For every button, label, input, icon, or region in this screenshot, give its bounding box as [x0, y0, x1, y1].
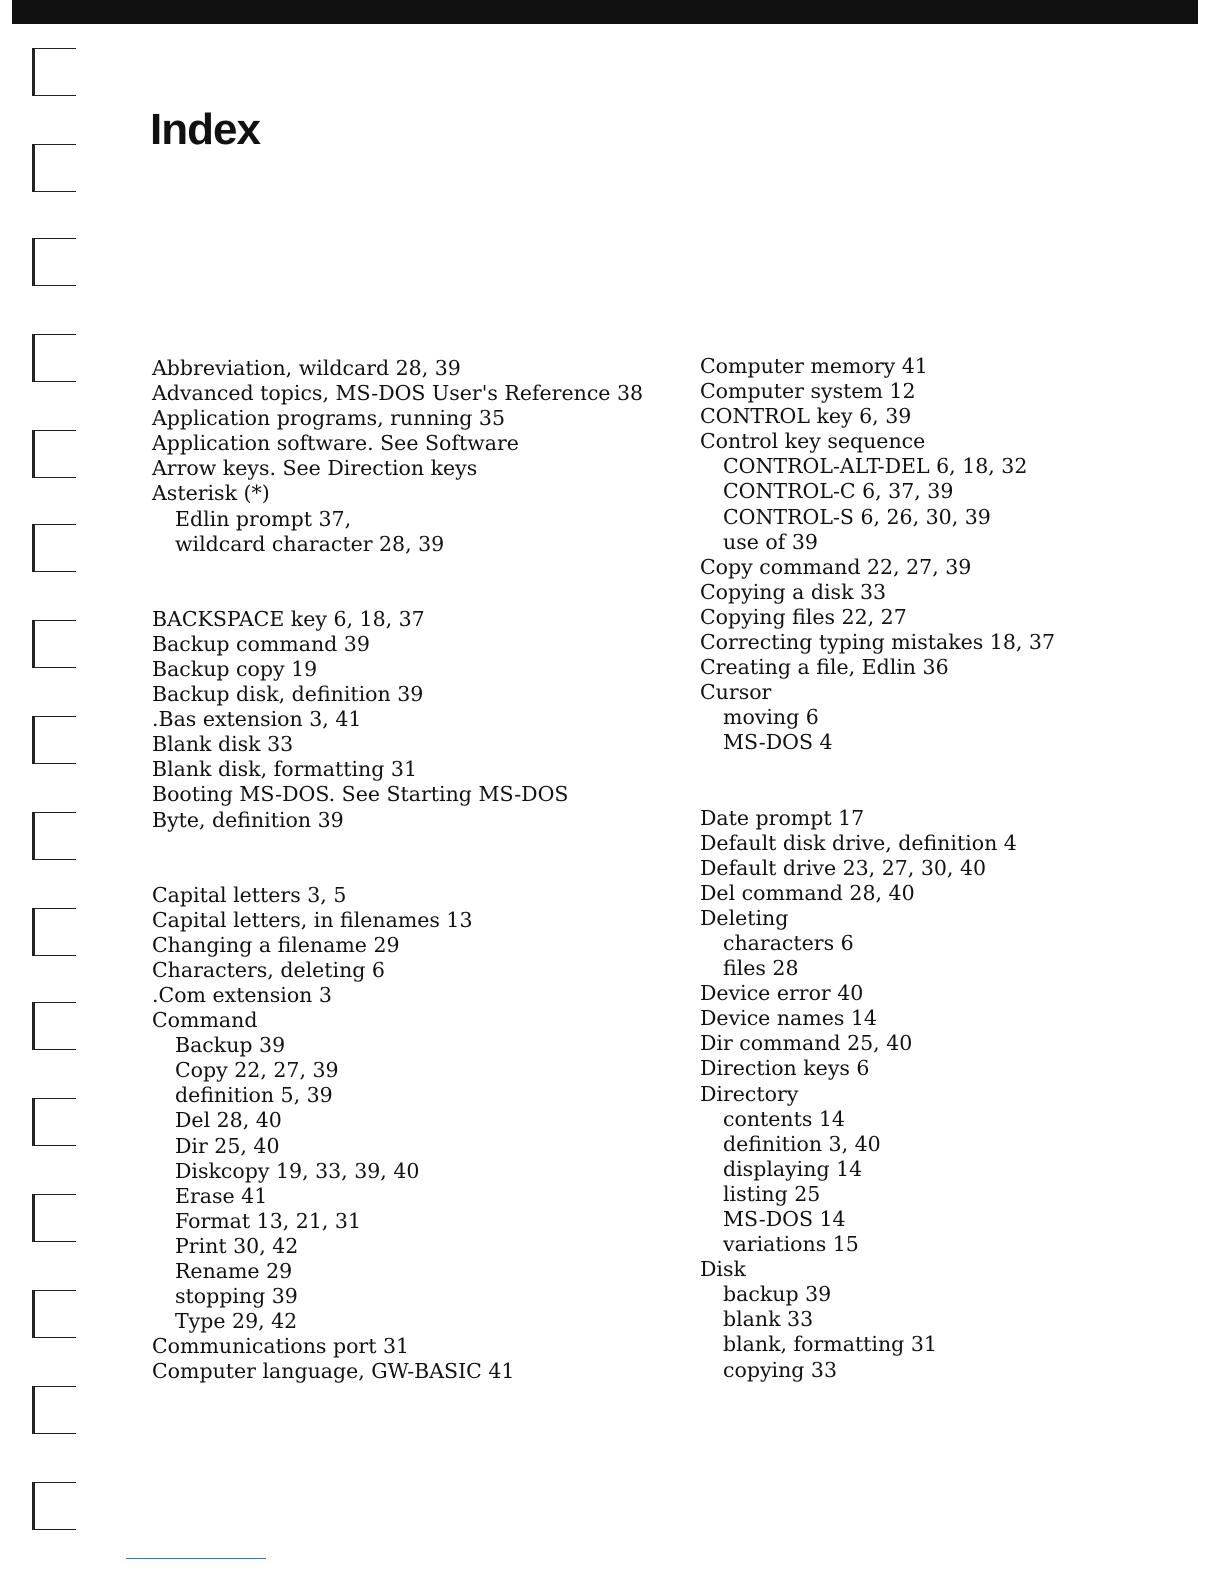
binder-bracket: [32, 334, 76, 382]
index-column-right: [700, 354, 1120, 1383]
index-subentry: copying 33: [723, 1357, 838, 1382]
index-subentry: definition 3, 40: [723, 1131, 881, 1156]
index-group: [700, 354, 1120, 756]
index-entry: Communications port 31: [152, 1334, 410, 1359]
index-entry: Computer system 12: [700, 379, 916, 404]
page-title: Index: [150, 105, 260, 154]
index-entry: Changing a filename 29: [152, 932, 400, 957]
index-subentry: Print 30, 42: [175, 1233, 299, 1258]
binder-bracket: [32, 1386, 76, 1434]
index-subentry: Diskcopy 19, 33, 39, 40: [175, 1158, 420, 1183]
index-subentry: Format 13, 21, 31: [175, 1208, 361, 1233]
index-entry: Cursor: [700, 680, 772, 705]
index-subentry: Erase 41: [175, 1183, 268, 1208]
index-subentry: Backup 39: [175, 1033, 286, 1058]
binder-bracket: [32, 144, 76, 192]
index-subentry: stopping 39: [175, 1284, 298, 1309]
index-entry: Device names 14: [700, 1006, 877, 1031]
index-subentry: moving 6: [723, 705, 819, 730]
index-subentry: MS-DOS 4: [723, 730, 833, 755]
scan-bottom-line: [126, 1558, 266, 1559]
index-entry: Computer memory 41: [700, 354, 928, 378]
index-subentry: CONTROL-C 6, 37, 39: [723, 479, 954, 504]
index-entry: Device error 40: [700, 981, 864, 1006]
index-subentry: Del 28, 40: [175, 1108, 282, 1133]
binder-bracket: [32, 1482, 76, 1530]
binder-bracket: [32, 524, 76, 572]
index-entry: .Bas extension 3, 41: [152, 707, 362, 732]
index-entry: Del command 28, 40: [700, 880, 915, 905]
index-subentry: Rename 29: [175, 1259, 293, 1283]
index-entry: Abbreviation, wildcard 28, 39: [152, 356, 461, 380]
binder-bracket: [32, 716, 76, 764]
index-entry: Control key sequence: [700, 429, 926, 454]
index-entry: Disk: [700, 1257, 746, 1282]
index-entry: Copying files 22, 27: [700, 604, 907, 629]
binder-bracket: [32, 1002, 76, 1050]
binder-bracket: [32, 1098, 76, 1146]
index-entry: Dir command 25, 40: [700, 1031, 913, 1056]
index-group: [700, 806, 1120, 1383]
index-entry: Blank disk 33: [152, 732, 294, 757]
binder-bracket: [32, 238, 76, 286]
index-entry: Copying a disk 33: [700, 579, 887, 604]
index-subentry: variations 15: [723, 1232, 859, 1257]
index-subentry: blank, formatting 31: [723, 1332, 937, 1357]
index-entry: Application programs, running 35: [152, 406, 506, 431]
index-entry: Arrow keys. See Direction keys: [152, 456, 478, 481]
index-subentry: use of 39: [723, 529, 818, 554]
index-entry: Deleting: [700, 905, 789, 930]
index-entry: Default drive 23, 27, 30, 40: [700, 855, 987, 880]
binder-bracket: [32, 620, 76, 668]
index-subentry: blank 33: [723, 1307, 814, 1332]
index-entry: BACKSPACE key 6, 18, 37: [152, 606, 425, 631]
index-subentry: characters 6: [723, 930, 854, 955]
index-subentry: Type 29, 42: [175, 1309, 298, 1334]
index-entry: Backup disk, definition 39: [152, 682, 424, 707]
binder-bracket: [32, 430, 76, 478]
index-entry: Characters, deleting 6: [152, 957, 385, 982]
index-group: [152, 356, 672, 557]
index-subentry: wildcard character 28, 39: [175, 531, 445, 556]
index-subentry: Copy 22, 27, 39: [175, 1058, 339, 1083]
index-subentry: files 28: [723, 956, 799, 981]
index-entry: Blank disk, formatting 31: [152, 757, 417, 782]
index-entry: Computer language, GW-BASIC 41: [152, 1359, 515, 1384]
binder-bracket: [32, 1290, 76, 1338]
index-entry: Directory: [700, 1081, 799, 1106]
index-group: [152, 883, 672, 1385]
index-entry: Date prompt 17: [700, 805, 865, 830]
index-subentry: CONTROL-ALT-DEL 6, 18, 32: [723, 454, 1028, 479]
index-entry: Capital letters 3, 5: [152, 882, 347, 907]
index-subentry: backup 39: [723, 1282, 832, 1307]
index-entry: Copy command 22, 27, 39: [700, 554, 972, 579]
binder-bracket: [32, 48, 76, 96]
index-entry: Capital letters, in filenames 13: [152, 907, 473, 932]
index-entry: Booting MS-DOS. See Starting MS-DOS: [152, 782, 569, 807]
index-subentry: definition 5, 39: [175, 1083, 333, 1108]
index-column-left: [152, 356, 672, 1384]
index-entry: Direction keys 6: [700, 1056, 870, 1081]
index-entry: .Com extension 3: [152, 982, 332, 1007]
index-entry: Default disk drive, definition 4: [700, 830, 1017, 855]
index-entry: Command: [152, 1008, 258, 1033]
binder-bracket: [32, 812, 76, 860]
index-group: [152, 607, 672, 833]
index-subentry: listing 25: [723, 1181, 821, 1206]
index-entry: Advanced topics, MS-DOS User's Reference 38: [152, 381, 644, 406]
scan-top-bar: [12, 0, 1198, 24]
index-subentry: contents 14: [723, 1106, 845, 1131]
index-subentry: displaying 14: [723, 1156, 863, 1181]
index-entry: Correcting typing mistakes 18, 37: [700, 630, 1055, 655]
index-entry: CONTROL key 6, 39: [700, 404, 912, 429]
index-entry: Backup command 39: [152, 631, 370, 656]
index-subentry: CONTROL-S 6, 26, 30, 39: [723, 504, 991, 529]
binder-bracket: [32, 1194, 76, 1242]
index-entry: Backup copy 19: [152, 656, 318, 681]
index-entry: Asterisk (*): [152, 481, 270, 506]
index-subentry: Dir 25, 40: [175, 1133, 280, 1158]
index-entry: Byte, definition 39: [152, 807, 344, 832]
index-entry: Application software. See Software: [152, 431, 519, 456]
binder-bracket: [32, 908, 76, 956]
index-subentry: MS-DOS 14: [723, 1207, 846, 1231]
index-subentry: Edlin prompt 37,: [175, 506, 352, 531]
index-entry: Creating a file, Edlin 36: [700, 655, 949, 680]
